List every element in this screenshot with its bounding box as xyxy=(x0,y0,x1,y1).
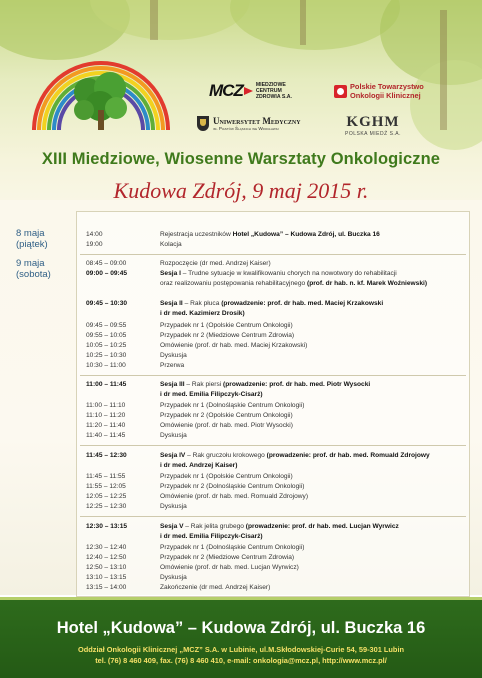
day2-label xyxy=(16,258,51,280)
day1-label xyxy=(16,228,48,250)
rainbow-tree-logo xyxy=(28,52,174,132)
row-time: 11:10 – 11:20 xyxy=(86,412,126,419)
mcz-text-line2: CENTRUM xyxy=(255,88,282,94)
row-text: Przerwa xyxy=(160,362,185,369)
row-text-bold: (prof. dr hab. n. kf. Marek Woźniewski) xyxy=(307,280,428,287)
row-text-bold: i dr med. Kazimierz Drosik) xyxy=(160,310,245,317)
row-text: – Trudne sytuacje w kwalifikowaniu chorych na nowotwory do rehabilitacji xyxy=(180,270,397,277)
row-text-bold: i dr med. Emilia Filipczyk-Cisarż) xyxy=(160,391,263,398)
row-text: Dyskusja xyxy=(160,503,187,510)
kghm-sub: POLSKA MIEDŹ S.A. xyxy=(345,131,402,137)
row-time: 10:25 – 10:30 xyxy=(86,352,127,359)
row-time: 10:05 – 10:25 xyxy=(86,342,127,349)
kghm-name: KGHM xyxy=(346,114,400,130)
row-text: Zakończenie (dr med. Andrzej Kaiser) xyxy=(160,584,271,591)
ptok-logo xyxy=(334,82,424,100)
row-time: 12:30 – 12:40 xyxy=(86,544,127,551)
row-text-bold: (prowadzenie: prof. dr hab. med. Lucjan Wyrwicz xyxy=(245,523,399,530)
row-time: 09:45 – 09:55 xyxy=(86,322,127,329)
row-text: Dyskusja xyxy=(160,574,187,581)
row-text: Przypadek nr 2 (Miedziowe Centrum Zdrowia) xyxy=(160,332,295,339)
row-text: Przypadek nr 2 (Dolnośląskie Centrum Onkologii) xyxy=(160,483,305,490)
row-time: 12:40 – 12:50 xyxy=(86,554,127,561)
mcz-logo xyxy=(209,81,292,101)
row-time: 09:45 – 10:30 xyxy=(86,300,128,307)
row-time: 11:55 – 12:05 xyxy=(86,483,126,490)
row-text-bold: (prowadzenie: prof. dr hab. med. Maciej Krzakowski xyxy=(221,300,384,307)
row-time: 12:25 – 12:30 xyxy=(86,503,127,510)
row-text: Omówienie (prof. dr hab. med. Maciej Krzakowski) xyxy=(160,342,308,349)
row-text: oraz realizowaniu postępowania rehabilitacyjnego xyxy=(160,280,307,287)
footer-contact[interactable]: tel. (76) 8 460 409, fax. (76) 8 460 410, e-mail: onkologia@mcz.pl, http://www.mcz.pl/ xyxy=(95,656,387,665)
row-text: Rejestracja uczestników xyxy=(160,231,233,238)
mcz-text-line1: MIEDZIOWE xyxy=(255,82,286,88)
university-crest-icon xyxy=(197,116,209,131)
row-text: Rozpoczęcie (dr med. Andrzej Kaiser) xyxy=(160,260,271,267)
session-title: Sesja III xyxy=(160,381,185,388)
row-time: 11:00 – 11:45 xyxy=(86,381,127,388)
day2-weekday: (sobota) xyxy=(16,269,51,280)
ptok-line1: Polskie Towarzystwo xyxy=(350,82,424,91)
session-divider xyxy=(80,516,466,517)
schedule-table xyxy=(76,211,470,597)
mcz-text-line3: ZDROWIA S.A. xyxy=(255,94,292,100)
row-text: Kolacja xyxy=(160,241,182,248)
session-title: Sesja IV xyxy=(160,452,186,459)
ptok-icon xyxy=(334,85,347,98)
row-text: Przypadek nr 1 (Dolnośląskie Centrum Onkologii) xyxy=(160,402,305,409)
row-text: Przypadek nr 1 (Dolnośląskie Centrum Onkologii) xyxy=(160,544,305,551)
row-text: Przypadek nr 2 (Opolskie Centrum Onkologii) xyxy=(160,412,293,419)
row-time: 09:55 – 10:05 xyxy=(86,332,127,339)
session-title: Sesja II xyxy=(160,300,183,307)
row-time: 13:15 – 14:00 xyxy=(86,584,127,591)
row-text: – Rak jelita grubego xyxy=(183,523,246,530)
umed-line2: im. Piastów Śląskich we Wrocławiu xyxy=(213,126,279,131)
row-time: 14:00 xyxy=(86,231,103,238)
row-text-bold: i dr med. Emilia Filipczyk-Cisarż) xyxy=(160,533,263,540)
day1-weekday: (piątek) xyxy=(16,239,48,250)
row-text: Przypadek nr 1 (Opolskie Centrum Onkologii) xyxy=(160,473,293,480)
row-time: 09:00 – 09:45 xyxy=(86,270,128,277)
row-text-bold: (prowadzenie: prof. dr hab. med. Piotr Wysocki xyxy=(223,381,371,388)
row-time: 12:30 – 13:15 xyxy=(86,523,128,530)
page-subtitle: Kudowa Zdrój, 9 maj 2015 r. xyxy=(113,178,369,203)
kghm-logo xyxy=(345,114,401,137)
row-text-bold: (prowadzenie: prof. dr hab. med. Romuald Zdrojowy xyxy=(266,452,430,459)
session-title: Sesja I xyxy=(160,270,181,277)
row-time: 19:00 xyxy=(86,241,103,248)
ptok-line2: Onkologii Klinicznej xyxy=(350,91,421,100)
row-text: Przypadek nr 1 (Opolskie Centrum Onkologii) xyxy=(160,322,293,329)
row-text-bold: i dr med. Andrzej Kaiser) xyxy=(160,462,238,469)
row-time: 12:50 – 13:10 xyxy=(86,564,127,571)
row-time: 12:05 – 12:25 xyxy=(86,493,127,500)
mcz-logo-mark: MCZ xyxy=(209,81,243,100)
row-time: 11:45 – 12:30 xyxy=(86,452,127,459)
umed-line1: Uniwersytet Medyczny xyxy=(213,116,301,126)
row-time: 11:00 – 11:10 xyxy=(86,402,126,409)
session-divider xyxy=(80,445,466,446)
row-time: 08:45 – 09:00 xyxy=(86,260,127,267)
row-time: 13:10 – 13:15 xyxy=(86,574,127,581)
row-text: Omówienie (prof. dr hab. med. Lucjan Wyrwicz) xyxy=(160,564,299,571)
row-time: 11:45 – 11:55 xyxy=(86,473,126,480)
day1-date: 8 maja xyxy=(16,228,45,239)
page-title: XIII Miedziowe, Wiosenne Warsztaty Onkologiczne xyxy=(41,150,441,168)
day2-date: 9 maja xyxy=(16,258,45,269)
row-time: 10:30 – 11:00 xyxy=(86,362,126,369)
footer-title: Hotel „Kudowa” – Kudowa Zdrój, ul. Buczka 16 xyxy=(56,619,426,637)
row-time: 11:20 – 11:40 xyxy=(86,422,126,429)
row-time: 11:40 – 11:45 xyxy=(86,432,126,439)
row-text: Przypadek nr 2 (Miedziowe Centrum Zdrowia) xyxy=(160,554,295,561)
row-text: Omówienie (prof. dr hab. med. Romuald Zdrojowy) xyxy=(160,493,309,500)
row-text: Dyskusja xyxy=(160,352,187,359)
row-text: Omówienie (prof. dr hab. med. Piotr Wysocki) xyxy=(160,422,293,429)
mcz-arrow-icon xyxy=(244,87,253,95)
day-divider xyxy=(80,254,466,255)
row-text-bold: Hotel „Kudowa” – Kudowa Zdrój, ul. Buczka 16 xyxy=(232,231,380,238)
footer-address: Oddział Onkologii Klinicznej „MCZ” S.A. w Lubinie, ul.M.Skłodowskiej-Curie 54, 59-301 Lubin xyxy=(77,645,405,654)
session-title: Sesja V xyxy=(160,523,184,530)
row-text: – Rak gruczołu krokowego xyxy=(185,452,267,459)
umed-logo xyxy=(197,116,301,131)
row-text: – Rak płuca xyxy=(182,300,222,307)
session-divider xyxy=(80,375,466,376)
row-text: Dyskusja xyxy=(160,432,187,439)
row-text: – Rak piersi xyxy=(184,381,224,388)
